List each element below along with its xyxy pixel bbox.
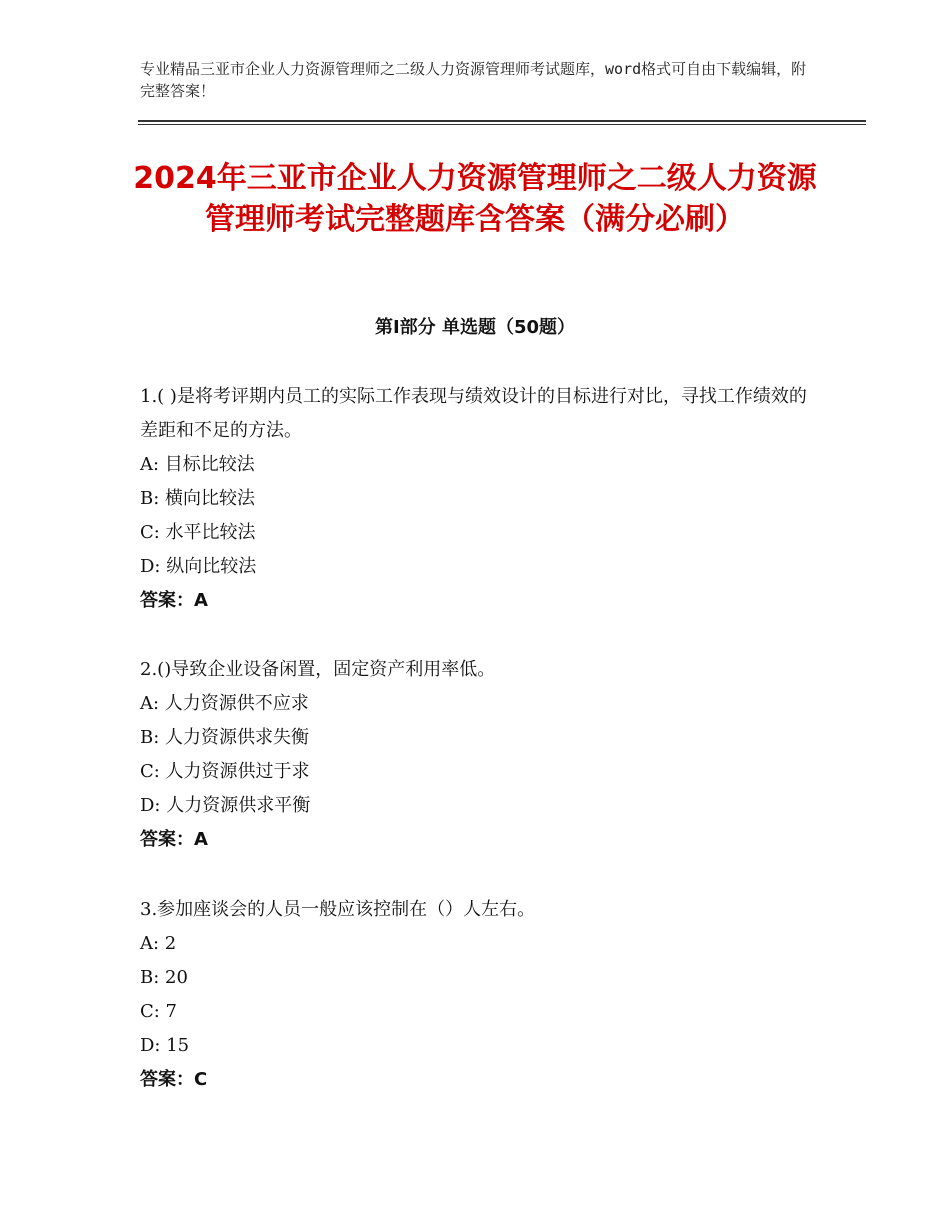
option-a: A: 2 (140, 933, 177, 954)
option-b: B: 横向比较法 (140, 488, 256, 509)
question-stem: 2.()导致企业设备闲置，固定资产利用率低。 (140, 659, 496, 680)
option-b: B: 20 (140, 967, 188, 988)
question-3 (140, 893, 820, 1097)
option-c: C: 7 (140, 1001, 178, 1022)
answer-line: 答案：A (140, 590, 208, 611)
header-divider-thin (138, 124, 866, 125)
question-stem: 1.( )是将考评期内员工的实际工作表现与绩效设计的目标进行对比，寻找工作绩效的差距和不足的方法。 (140, 386, 807, 441)
option-c: C: 水平比较法 (140, 522, 256, 543)
answer-line: 答案：C (140, 1069, 208, 1090)
header-divider-thick (138, 120, 866, 122)
option-d: D: 人力资源供求平衡 (140, 795, 311, 816)
option-d: D: 纵向比较法 (140, 556, 257, 577)
question-1 (140, 380, 820, 618)
document-title: 2024年三亚市企业人力资源管理师之二级人力资源管理师考试完整题库含答案（满分必刷） (133, 161, 817, 237)
option-c: C: 人力资源供过于求 (140, 761, 310, 782)
option-a: A: 目标比较法 (140, 454, 255, 475)
question-2 (140, 653, 820, 857)
option-d: D: 15 (140, 1035, 190, 1056)
option-b: B: 人力资源供求失衡 (140, 727, 310, 748)
question-stem: 3.参加座谈会的人员一般应该控制在（）人左右。 (140, 899, 536, 920)
header-note: 专业精品三亚市企业人力资源管理师之二级人力资源管理师考试题库，word格式可自由下载编辑，附完整答案！ (140, 60, 807, 100)
answer-line: 答案：A (140, 829, 208, 850)
option-a: A: 人力资源供不应求 (140, 693, 309, 714)
section-heading: 第Ⅰ部分 单选题（50题） (374, 317, 575, 338)
